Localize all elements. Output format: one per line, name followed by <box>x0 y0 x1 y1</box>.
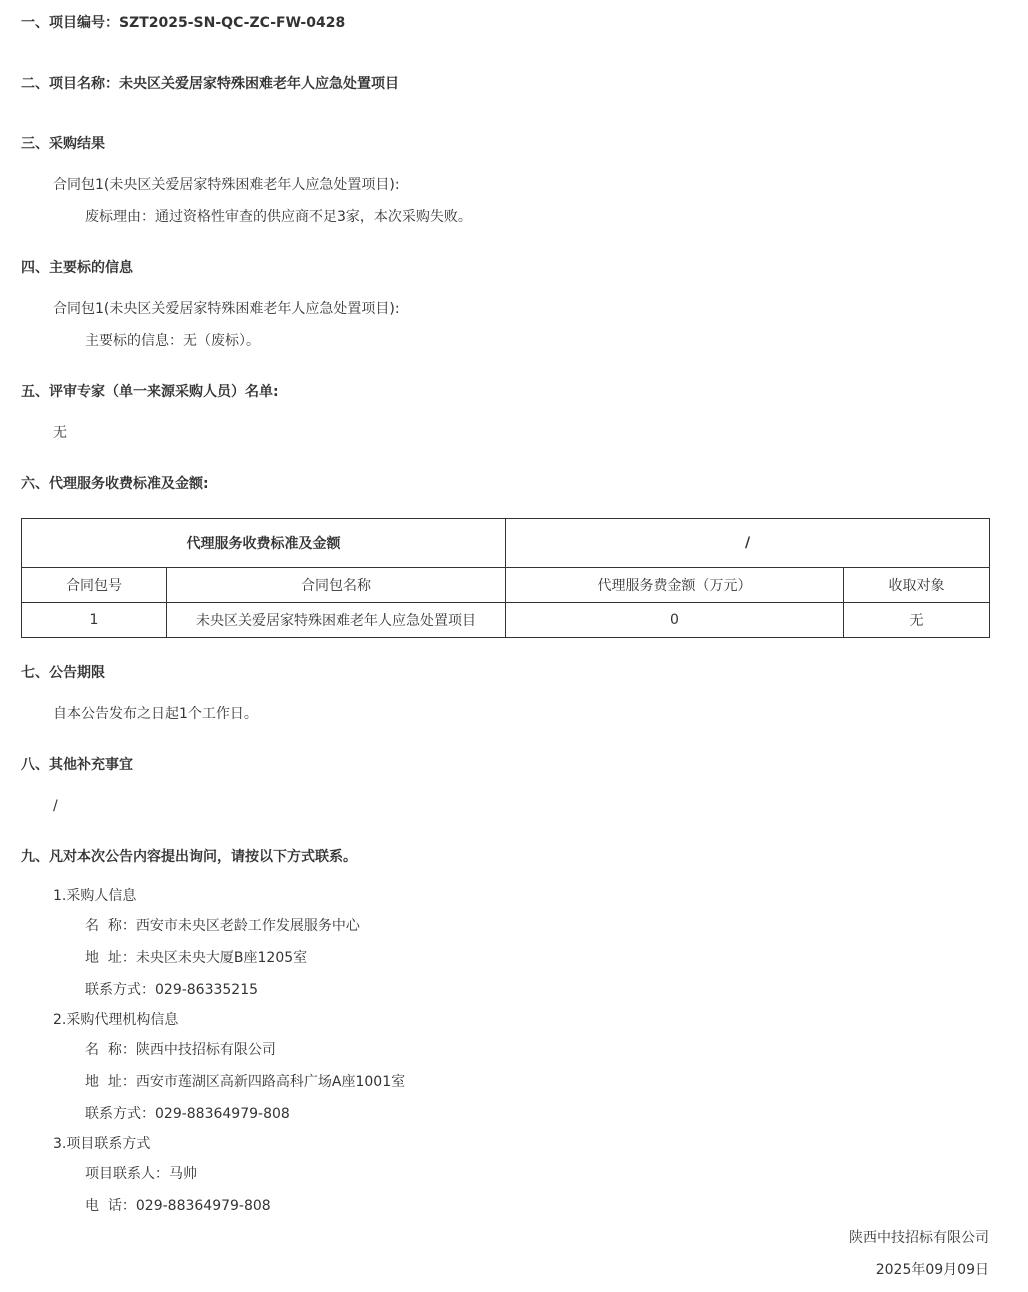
project-contact-title: 3.项目联系方式 <box>53 1136 151 1152</box>
subject-package-label: 合同包1(未央区关爱居家特殊困难老年人应急处置项目): <box>53 301 400 317</box>
buyer-phone: 联系方式：029-86335215 <box>85 982 259 998</box>
agency-fee-table <box>21 518 990 638</box>
fee-table-header-row <box>22 519 990 568</box>
section-project-name: 二、项目名称：未央区关爱居家特殊困难老年人应急处置项目 <box>21 76 399 92</box>
section-main-subject: 四、主要标的信息 <box>21 260 133 276</box>
buyer-info-title: 1.采购人信息 <box>53 888 137 904</box>
cell-package-name: 未央区关爱居家特殊困难老年人应急处置项目 <box>167 603 506 638</box>
result-package-label: 合同包1(未央区关爱居家特殊困难老年人应急处置项目): <box>53 177 400 193</box>
agency-name: 名 称：陕西中技招标有限公司 <box>85 1042 276 1058</box>
buyer-address: 地 址：未央区未央大厦B座1205室 <box>85 950 308 966</box>
section-agency-fee: 六、代理服务收费标准及金额: <box>21 476 209 492</box>
section-other-matters: 八、其他补充事宜 <box>21 757 133 773</box>
agency-address: 地 址：西安市莲湖区高新四路高科广场A座1001室 <box>85 1074 406 1090</box>
agency-info-title: 2.采购代理机构信息 <box>53 1012 179 1028</box>
other-matters-value: / <box>53 798 58 814</box>
section-contact: 九、凡对本次公告内容提出询问，请按以下方式联系。 <box>21 849 357 865</box>
col-charge-target: 收取对象 <box>844 568 990 603</box>
buyer-name: 名 称：西安市未央区老龄工作发展服务中心 <box>85 918 360 934</box>
cell-package-number: 1 <box>22 603 167 638</box>
fee-header-label: 代理服务收费标准及金额 <box>22 519 506 568</box>
subject-info: 主要标的信息：无（废标）。 <box>85 333 260 349</box>
section-procurement-result: 三、采购结果 <box>21 136 105 152</box>
result-failure-reason: 废标理由：通过资格性审查的供应商不足3家，本次采购失败。 <box>85 209 472 225</box>
review-experts-value: 无 <box>53 425 67 441</box>
cell-charge-target: 无 <box>844 603 990 638</box>
fee-header-value: / <box>506 519 990 568</box>
footer-company: 陕西中技招标有限公司 <box>849 1230 989 1246</box>
cell-fee-amount: 0 <box>506 603 844 638</box>
footer-date: 2025年09月09日 <box>875 1262 989 1278</box>
announcement-period-value: 自本公告发布之日起1个工作日。 <box>53 706 258 722</box>
section-review-experts: 五、评审专家（单一来源采购人员）名单: <box>21 384 279 400</box>
col-fee-amount: 代理服务费金额（万元） <box>506 568 844 603</box>
section-project-number: 一、项目编号：SZT2025-SN-QC-ZC-FW-0428 <box>21 15 346 31</box>
fee-table-column-row <box>22 568 990 603</box>
col-package-name: 合同包名称 <box>167 568 506 603</box>
col-package-number: 合同包号 <box>22 568 167 603</box>
table-row <box>22 603 990 638</box>
agency-phone: 联系方式：029-88364979-808 <box>85 1106 290 1122</box>
project-contact-phone: 电 话：029-88364979-808 <box>85 1198 271 1214</box>
project-contact-person: 项目联系人：马帅 <box>85 1166 197 1182</box>
section-announcement-period: 七、公告期限 <box>21 665 105 681</box>
